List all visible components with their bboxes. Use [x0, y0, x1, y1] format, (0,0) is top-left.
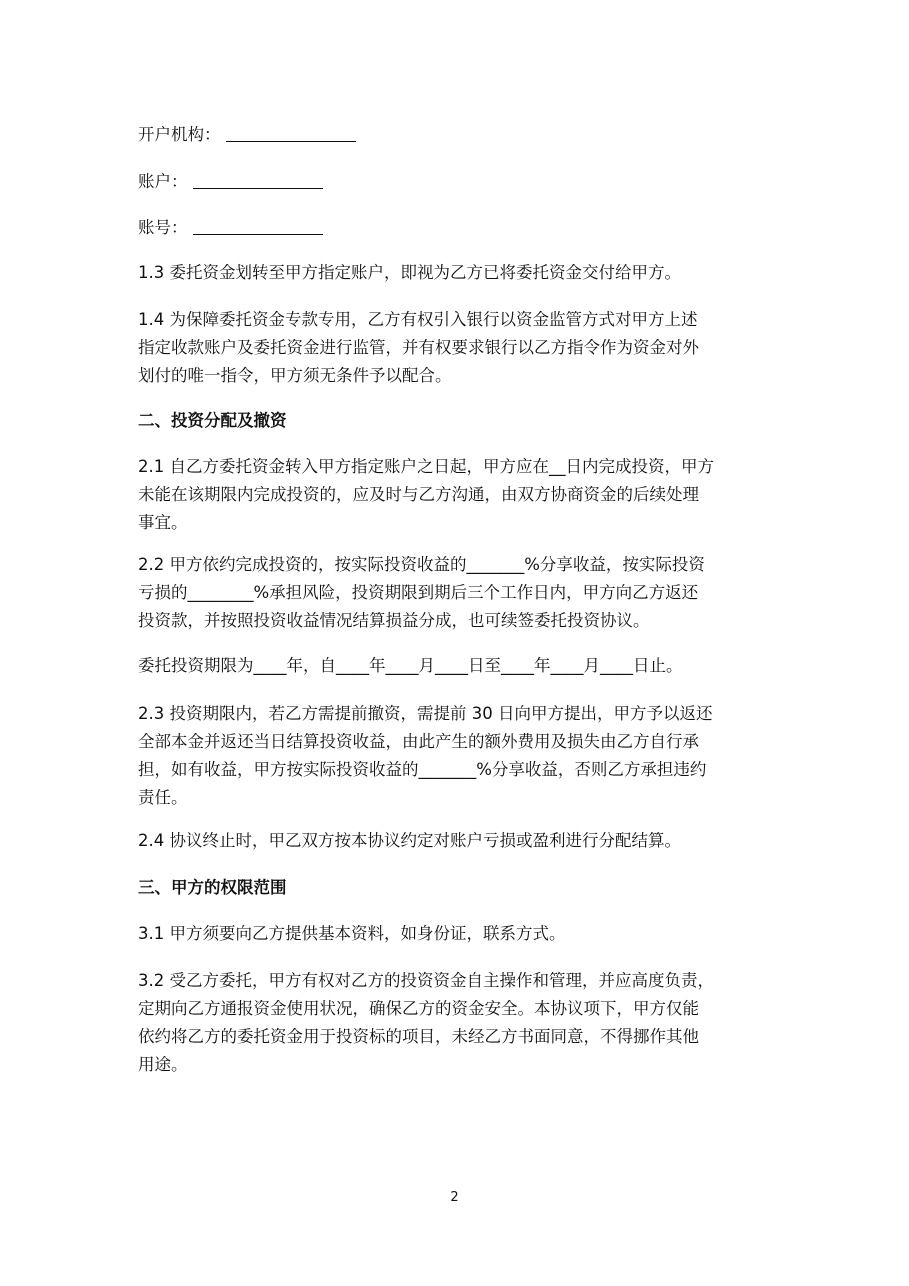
clause-3-2: 3.2 受乙方委托，甲方有权对乙方的投资资金自主操作和管理，并应高度负责， 定期向乙方通报资金使用状况，确保乙方的资金安全。本协议项下，甲方仅能 依约将乙方的委托资金用于投资标的项目，未经乙方书面同意，不得挪作其他 用途。: [138, 971, 714, 1074]
page-number: 2: [450, 1190, 459, 1205]
section-3-title: 三、甲方的权限范围: [138, 878, 287, 897]
clause-1-4: 1.4 为保障委托资金专款专用，乙方有权引入银行以资金监管方式对甲方上述 指定收款账户及委托资金进行监管，并有权要求银行以乙方指令作为资金对外 划付的唯一指令，甲方须无条件予以配合。: [138, 310, 699, 385]
account-name-blank: [193, 170, 323, 189]
account-name-label: 账户：: [138, 172, 188, 191]
term-line: 委托投资期限为____年，自____年____月____日至____年____月____日止。: [138, 656, 683, 675]
institution-label: 开户机构：: [138, 125, 221, 144]
institution-field: [138, 121, 356, 149]
account-name-field: [138, 168, 323, 196]
clause-2-4: 2.4 协议终止时，甲乙双方按本协议约定对账户亏损或盈利进行分配结算。: [138, 831, 681, 850]
section-2-title: 二、投资分配及撤资: [138, 411, 287, 430]
clause-2-2: 2.2 甲方依约完成投资的，按实际投资收益的_______%分享收益，按实际投资 亏损的________%承担风险，投资期限到期后三个工作日内，甲方向乙方返还 投资款，并按照投资收益情况结算损益分成，也可续签委托投资协议。: [138, 555, 705, 630]
clause-1-3: 1.3 委托资金划转至甲方指定账户，即视为乙方已将委托资金交付给甲方。: [138, 263, 681, 282]
account-no-blank: [193, 216, 323, 235]
account-no-label: 账号：: [138, 218, 188, 237]
account-no-field: [138, 214, 323, 242]
clause-2-1: 2.1 自乙方委托资金转入甲方指定账户之日起，甲方应在__日内完成投资，甲方 未能在该期限内完成投资的，应及时与乙方沟通，由双方协商资金的后续处理 事宜。: [138, 457, 714, 532]
clause-3-1: 3.1 甲方须要向乙方提供基本资料，如身份证，联系方式。: [138, 924, 566, 943]
institution-blank: [226, 123, 356, 142]
clause-2-3: 2.3 投资期限内，若乙方需提前撤资，需提前 30 日向甲方提出，甲方予以返还 全部本金并返还当日结算投资收益，由此产生的额外费用及损失由乙方自行承 担，如有收益，甲方按实际投资收益的_______%分享收益，否则乙方承担违约 责任。: [138, 704, 713, 807]
